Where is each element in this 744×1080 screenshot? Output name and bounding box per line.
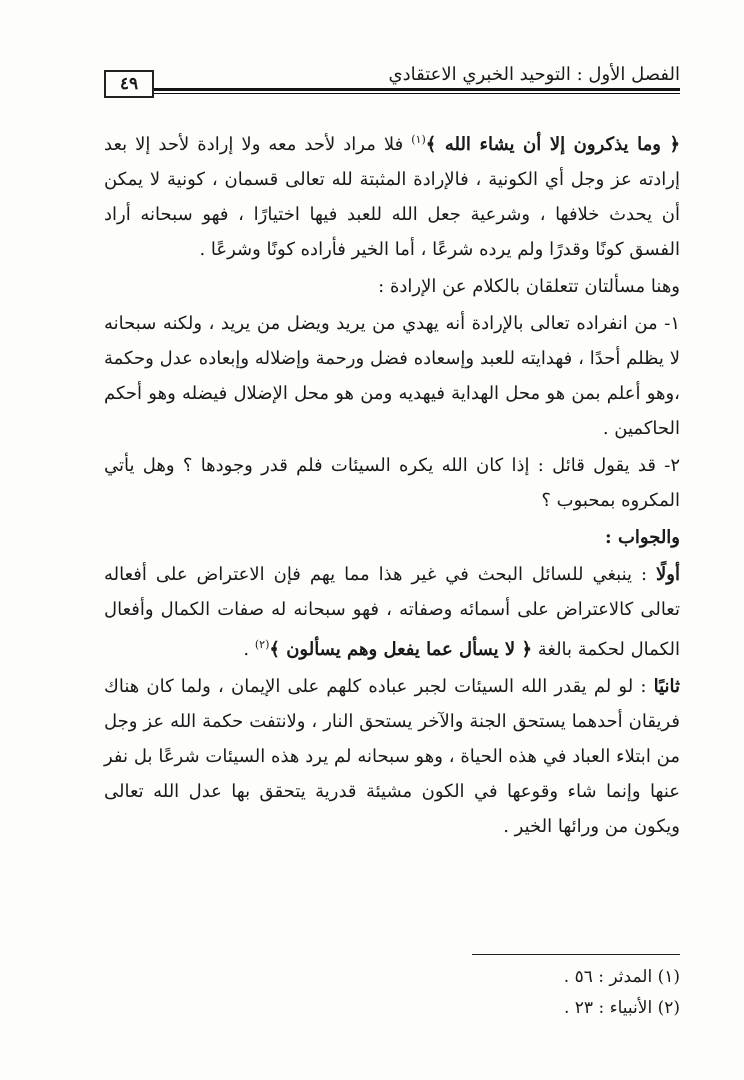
paragraph-6 xyxy=(104,669,680,844)
footnote-1: (١) المدثر : ٥٦ . xyxy=(563,967,680,987)
running-title: الفصل الأول : التوحيد الخبري الاعتقادي xyxy=(388,64,680,85)
paragraph-4: ٢- قد يقول قائل : إذا كان الله يكره السيئات فلم قدر وجودها ؟ وهل يأتي المكروه بمحبوب ؟ xyxy=(104,455,680,511)
paragraph-6-text: : لو لم يقدر الله السيئات لجبر عباده كلهم على الإيمان ، ولما كان هناك فريقان أحدهما يستحق الجنة والآخر يستحق النار ، ولانتفت حكمة الله عز وجل من ابتلاء العباد في هذه الحياة ، وهو سبحانه لم يرد هذه السيئات شرعًا بل نفر عنها وإنما شاء وقوعها في الكون مشيئة قدرية يتحقق بها عدل الله تعالى ويكون من ورائها الخير . xyxy=(104,676,680,837)
header-rule-thin xyxy=(154,93,680,94)
main-text xyxy=(104,122,680,844)
header-rule-thick xyxy=(154,88,680,91)
footnote-separator xyxy=(472,954,680,955)
footnote-ref-2[interactable]: (٢) xyxy=(254,638,270,651)
first-point-label: أولًا xyxy=(656,564,680,585)
paragraph-1-text: فلا مراد لأحد معه ولا إرادة لأحد إلا بعد إرادته عز وجل أي الكونية ، فالإرادة المثبتة لله تعالى قسمان ، كونية لا يمكن أن يحدث خلافها ، وشرعية جعل الله للعبد فيها اختيارًا ، فهو سبحانه أراد الفسق كونًا وقدرًا ولم يرده شرعًا ، أما الخير فأراده كونًا وشرعًا . xyxy=(104,134,680,260)
paragraph-5-end: . xyxy=(243,639,255,660)
page-number: ٤٩ xyxy=(104,70,154,98)
answer-heading: والجواب : xyxy=(605,527,680,548)
paragraph-5 xyxy=(104,557,680,667)
paragraph-5-text: : ينبغي للسائل البحث في غير هذا مما يهم فإن الاعتراض على أفعاله تعالى كالاعتراض على أسمائه وصفاته ، فهو سبحانه له صفات الكمال وأفعال الكمال لحكمة بالغة xyxy=(104,564,680,660)
footnote-2: (٢) الأنبياء : ٢٣ . xyxy=(563,998,680,1018)
paragraph-3: ١- من انفراده تعالى بالإرادة أنه يهدي من يريد ويضل من يريد ، ولكنه سبحانه لا يظلم أحدًا ، فهدايته للعبد وإسعاده فضل ورحمة وإضلاله وإبعاده عدل وحكمة ،وهو أعلم بمن هو محل الهداية فيهديه ومن هو محل الإضلال فيضله وهو أحكم الحاكمين . xyxy=(104,313,680,439)
second-point-label: ثانيًا xyxy=(653,676,680,697)
footnotes xyxy=(280,962,680,1024)
paragraph-2: وهنا مسألتان تتعلقان بالكلام عن الإرادة : xyxy=(378,276,680,297)
quran-verse-2: ﴿ لا يسأل عما يفعل وهم يسألون ﴾ xyxy=(269,639,533,660)
paragraph-1 xyxy=(104,122,680,267)
footnote-ref-1[interactable]: (١) xyxy=(411,133,426,146)
quran-verse-1: ﴿ وما يذكرون إلا أن يشاء الله ﴾ xyxy=(425,134,681,155)
page-header xyxy=(104,58,680,110)
